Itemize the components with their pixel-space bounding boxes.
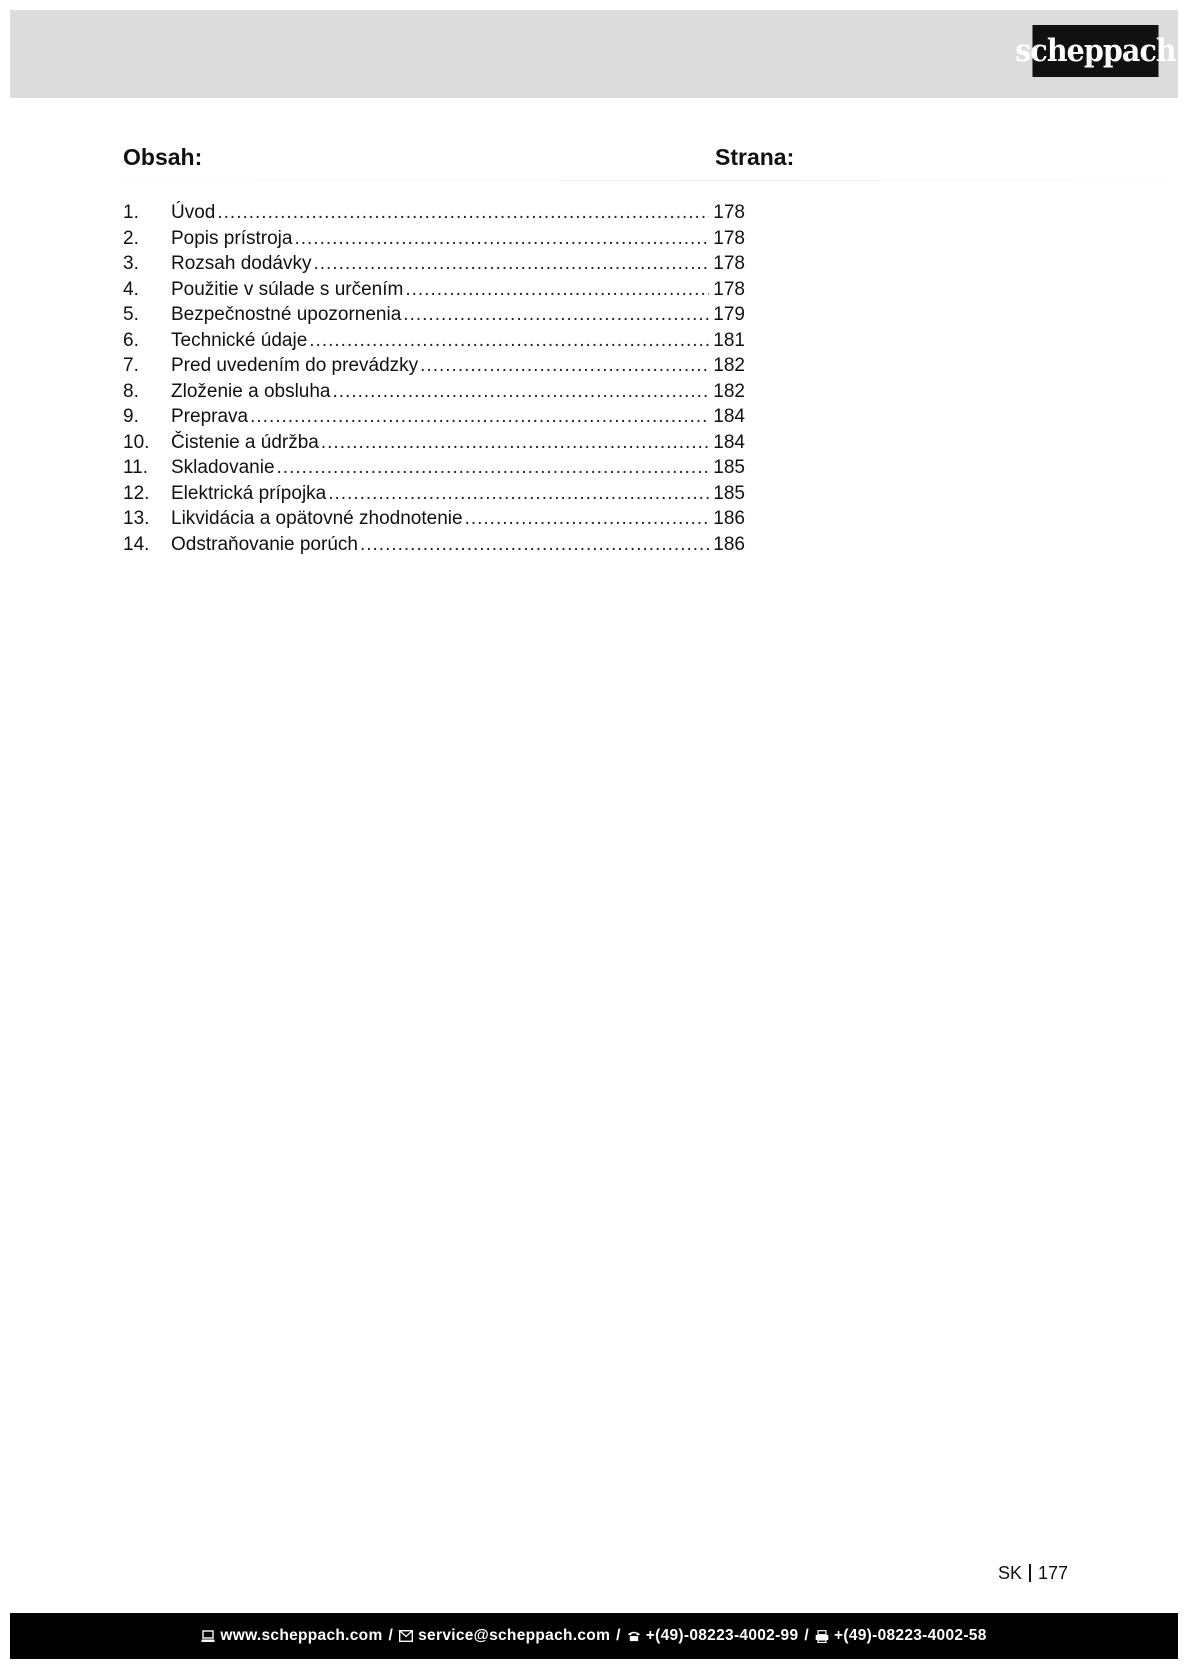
phone-number[interactable]: +(49)-08223-4002-99 [645, 1627, 799, 1644]
toc-entry-title: Bezpečnostné upozornenia [171, 304, 402, 325]
toc-entry[interactable] [123, 353, 745, 379]
footer-separator: / [616, 1627, 621, 1644]
toc-dot-leader [328, 481, 709, 507]
toc-entry-page: 181 [713, 329, 745, 351]
toc-entry[interactable] [123, 226, 745, 252]
toc-entry-number: 13. [123, 508, 150, 529]
toc-entry-page: 179 [713, 304, 745, 325]
toc-entry-page: 186 [713, 533, 745, 555]
toc-entry-page: 184 [713, 406, 745, 427]
fax-number[interactable]: +(49)-08223-4002-58 [834, 1627, 987, 1644]
toc-entry-page: 182 [713, 380, 745, 402]
toc-entry[interactable] [123, 328, 745, 354]
page-number [998, 1562, 1068, 1584]
toc-dot-leader [309, 328, 709, 354]
toc-dot-leader [333, 379, 710, 405]
toc-entry-number: 1. [123, 202, 139, 223]
computer-icon [201, 1629, 215, 1643]
toc-dot-leader [403, 302, 709, 328]
toc-entry-page: 182 [713, 355, 745, 376]
toc-entry-number: 8. [123, 380, 139, 402]
toc-dot-leader [313, 251, 709, 277]
toc-entry-number: 11. [123, 457, 149, 478]
email-icon [399, 1629, 413, 1643]
toc-entry-page: 178 [713, 253, 745, 274]
toc-entry[interactable] [123, 251, 745, 277]
toc-entry-title: Rozsah dodávky [171, 253, 312, 274]
toc-entry[interactable] [123, 455, 745, 481]
toc-entry-title: Preprava [171, 406, 249, 427]
toc-entry[interactable] [123, 532, 745, 558]
toc-entry-number: 7. [123, 355, 139, 376]
toc-entry-title: Popis prístroja [171, 227, 293, 249]
toc-entry-page: 178 [713, 227, 745, 249]
email-link[interactable]: service@scheppach.com [418, 1627, 611, 1644]
toc-entry-number: 12. [123, 482, 150, 504]
website-link[interactable]: www.scheppach.com [220, 1627, 383, 1644]
toc-entry-number: 5. [123, 304, 139, 325]
toc-entry-title: Skladovanie [171, 457, 275, 478]
phone-icon [627, 1629, 641, 1643]
toc-entry-title: Úvod [171, 202, 216, 223]
toc-entry-number: 6. [123, 329, 139, 351]
toc-entry-title: Pred uvedením do prevádzky [171, 355, 419, 376]
toc-entry-title: Zloženie a obsluha [171, 380, 331, 402]
language-code: SK [998, 1563, 1023, 1583]
page-number-separator [1029, 1564, 1031, 1582]
page-number-value: 177 [1038, 1563, 1069, 1583]
toc-entry-title: Technické údaje [171, 329, 308, 351]
toc-entry-page: 178 [713, 278, 745, 300]
toc-dot-leader [321, 430, 709, 456]
toc-entry-page: 185 [713, 457, 745, 478]
header-band [10, 10, 1178, 98]
toc-entry-number: 2. [123, 227, 139, 249]
toc-entry[interactable] [123, 277, 745, 303]
toc-entry[interactable] [123, 404, 745, 430]
toc-entry-title: Čistenie a údržba [171, 431, 319, 453]
toc-heading-page: Strana: [715, 144, 795, 170]
toc-entry-number: 3. [123, 253, 139, 274]
toc-dot-leader [250, 404, 709, 430]
toc-dot-leader [294, 226, 709, 252]
toc-entry-page: 184 [713, 431, 745, 453]
toc-entry[interactable] [123, 379, 745, 405]
table-of-contents [123, 200, 745, 557]
toc-dot-leader [360, 532, 709, 558]
footer-separator: / [388, 1627, 394, 1644]
toc-entry-number: 4. [123, 278, 139, 300]
toc-entry[interactable] [123, 200, 745, 226]
toc-dot-leader [217, 200, 709, 226]
toc-entry[interactable] [123, 302, 745, 328]
contact-footer [10, 1613, 1178, 1659]
toc-entry-page: 185 [713, 482, 745, 504]
scheppach-logo: scheppach [1032, 25, 1158, 77]
toc-entry[interactable] [123, 481, 745, 507]
toc-entry-page: 186 [713, 508, 745, 529]
toc-entry-title: Použitie v súlade s určením [171, 278, 404, 300]
toc-dot-leader [420, 353, 709, 379]
toc-entry-number: 14. [123, 533, 150, 555]
toc-heading-contents: Obsah: [123, 144, 203, 170]
toc-entry[interactable] [123, 506, 745, 532]
toc-entry-number: 9. [123, 406, 139, 427]
toc-entry-number: 10. [123, 431, 150, 453]
heading-divider [120, 180, 1170, 181]
toc-dot-leader [405, 277, 709, 303]
toc-entry-title: Likvidácia a opätovné zhodnotenie [171, 508, 463, 529]
toc-entry[interactable] [123, 430, 745, 456]
toc-entry-title: Odstraňovanie porúch [171, 533, 358, 555]
toc-dot-leader [465, 506, 710, 532]
fax-icon [815, 1629, 829, 1643]
toc-entry-title: Elektrická prípojka [171, 482, 327, 504]
toc-dot-leader [277, 455, 710, 481]
footer-separator: / [804, 1627, 809, 1644]
toc-entry-page: 178 [713, 202, 745, 223]
